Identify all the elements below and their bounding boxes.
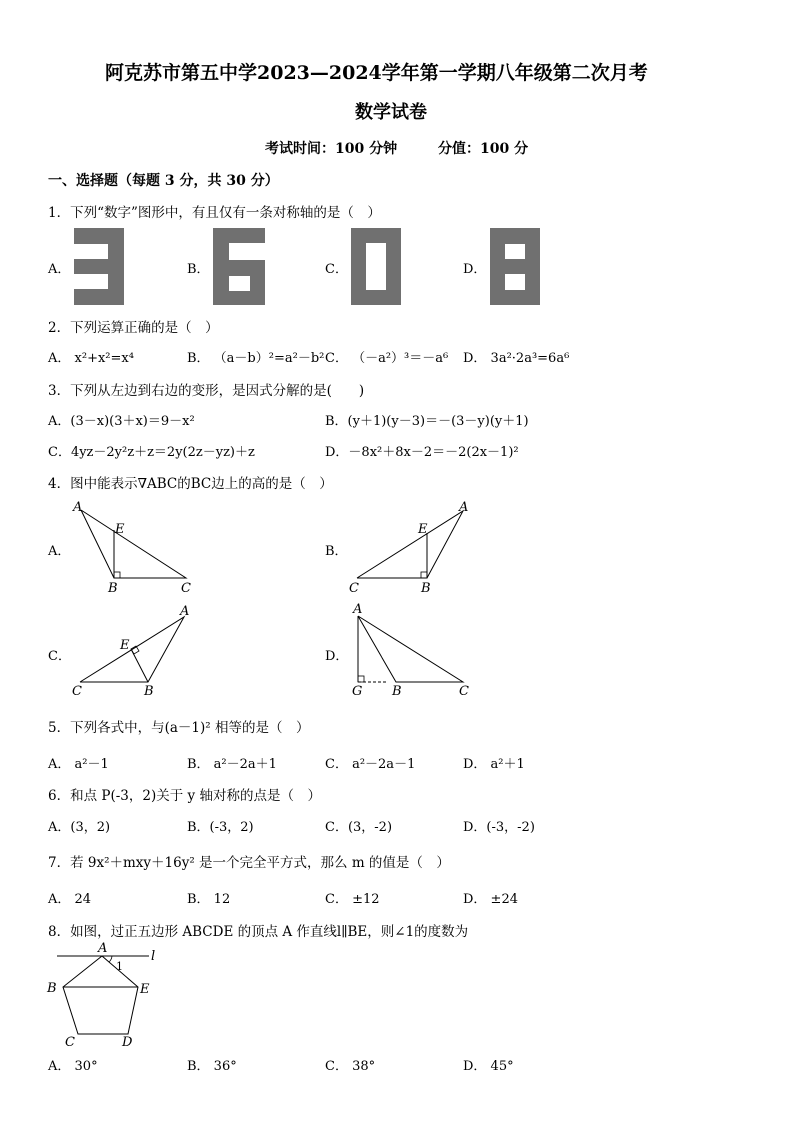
- section-title: 一、选择题（每题 3 分，共 30 分）: [48, 173, 279, 189]
- fig-c-label-b: B: [144, 684, 154, 699]
- fig-c-label-a: A: [180, 604, 190, 619]
- exam-time: 考试时间：100 分钟: [265, 141, 398, 157]
- q4-figure-d: [345, 600, 475, 697]
- q6-stem: 6．和点 P(-3，2)关于 y 轴对称的点是（ ）: [48, 788, 321, 804]
- q8-option-a: A． 30°: [48, 1059, 98, 1074]
- digit-zero-icon: [351, 228, 401, 305]
- q2-option-c: C． （－a²）³＝－a⁶: [325, 351, 449, 366]
- q2-stem: 2．下列运算正确的是（ ）: [48, 320, 219, 336]
- fig8-label-c: C: [65, 1035, 75, 1050]
- fig-d-label-g: G: [352, 684, 363, 699]
- q2-option-a: A． x²+x²=x⁴: [48, 351, 134, 366]
- fig8-label-l: l: [151, 949, 156, 964]
- q1-label-a: A．: [48, 262, 71, 277]
- fig8-label-b: B: [47, 981, 57, 996]
- q8-option-d: D． 45°: [463, 1059, 514, 1074]
- q1-label-d: D．: [463, 262, 487, 277]
- exam-subtitle: 数学试卷: [355, 102, 427, 123]
- q5-option-d: D． a²＋1: [463, 757, 525, 772]
- fig-d-label-b: B: [392, 684, 402, 699]
- q7-option-b: B． 12: [187, 892, 231, 907]
- q3-stem: 3．下列从左边到右边的变形，是因式分解的是( ): [48, 383, 365, 399]
- q4-label-b: B．: [325, 544, 348, 559]
- q4-label-c: C．: [48, 649, 71, 664]
- fig-a-label-e: E: [115, 522, 125, 537]
- q4-label-d: D．: [325, 649, 349, 664]
- q4-label-a: A．: [48, 544, 71, 559]
- fig-c-label-e: E: [120, 638, 130, 653]
- fig-b-label-e: E: [418, 522, 428, 537]
- q1-stem: 1．下列“数字”图形中，有且仅有一条对称轴的是（ ）: [48, 205, 381, 221]
- q6-option-b: B．(-3，2): [187, 820, 254, 835]
- q1-label-c: C．: [325, 262, 348, 277]
- q2-option-d: D． 3a²·2a³=6a⁶: [463, 351, 570, 366]
- q7-stem: 7．若 9x²＋mxy＋16y² 是一个完全平方式，那么 m 的值是（ ）: [48, 855, 450, 871]
- q4-figure-a: [70, 500, 200, 595]
- q4-figure-b: [345, 500, 480, 595]
- fig-b-label-a: A: [459, 500, 469, 515]
- fig-b-label-c: C: [349, 581, 359, 596]
- q3-option-c: C．4yz－2y²z＋z＝2y(2z－yz)＋z: [48, 445, 255, 460]
- digit-eight-icon: [490, 228, 540, 305]
- q5-stem: 5．下列各式中，与(a－1)² 相等的是（ ）: [48, 720, 310, 736]
- q1-label-b: B．: [187, 262, 210, 277]
- q3-option-d: D．－8x²＋8x－2＝－2(2x－1)²: [325, 445, 519, 460]
- q3-option-b: B．(y＋1)(y－3)＝－(3－y)(y＋1): [325, 414, 529, 429]
- q6-option-c: C．(3，-2): [325, 820, 393, 835]
- q6-option-a: A．(3，2): [48, 820, 111, 835]
- q7-option-a: A． 24: [48, 892, 92, 907]
- fig8-label-a: A: [98, 941, 108, 956]
- fig-d-label-a: A: [353, 602, 363, 617]
- q6-option-d: D．(-3，-2): [463, 820, 535, 835]
- exam-score: 分值：100 分: [438, 141, 529, 157]
- fig8-label-one: 1: [116, 960, 123, 973]
- q7-option-c: C． ±12: [325, 892, 380, 907]
- fig-d-label-c: C: [459, 684, 469, 699]
- q4-stem: 4．图中能表示∇ABC的BC边上的高的是（ ）: [48, 476, 333, 492]
- q8-option-b: B． 36°: [187, 1059, 237, 1074]
- q8-stem: 8．如图，过正五边形 ABCDE 的顶点 A 作直线l∥BE，则∠1的度数为: [48, 924, 469, 940]
- q8-pentagon-figure: [45, 940, 165, 1050]
- q5-option-b: B． a²－2a＋1: [187, 757, 277, 772]
- fig-b-label-b: B: [421, 581, 431, 596]
- digit-three-icon: [74, 228, 124, 305]
- q7-option-d: D． ±24: [463, 892, 518, 907]
- q4-figure-c: [70, 602, 195, 697]
- q5-option-a: A． a²－1: [48, 757, 109, 772]
- digit-six-icon: [213, 228, 265, 305]
- fig8-label-d: D: [122, 1035, 133, 1050]
- q3-option-a: A．(3－x)(3＋x)＝9－x²: [48, 414, 195, 429]
- fig-a-label-c: C: [181, 581, 191, 596]
- exam-title: 阿克苏市第五中学2023—2024学年第一学期八年级第二次月考: [105, 62, 648, 84]
- q2-option-b: B． （a－b）²=a²－b²: [187, 351, 325, 366]
- fig-a-label-b: B: [108, 581, 118, 596]
- q5-option-c: C． a²－2a－1: [325, 757, 416, 772]
- fig-c-label-c: C: [72, 684, 82, 699]
- q8-option-c: C． 38°: [325, 1059, 376, 1074]
- fig-a-label-a: A: [73, 500, 83, 515]
- fig8-label-e: E: [140, 982, 150, 997]
